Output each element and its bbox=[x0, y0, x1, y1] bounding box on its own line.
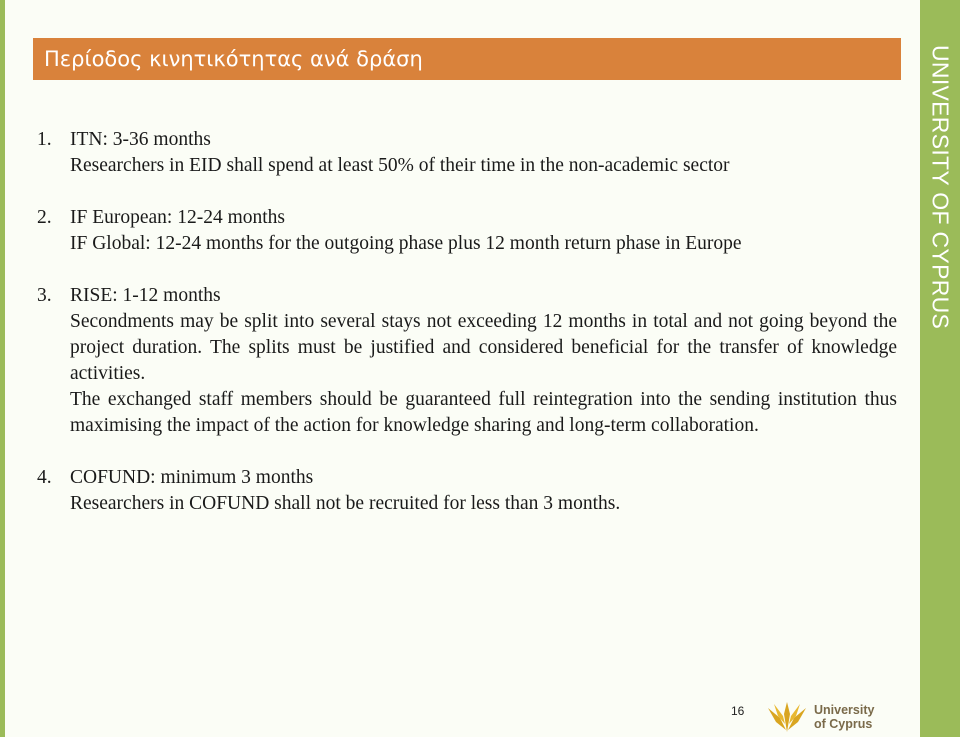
list-item-heading: IF European: 12-24 months bbox=[70, 207, 286, 228]
left-accent-bar bbox=[0, 0, 5, 737]
list-item-number: 1. bbox=[37, 129, 52, 150]
list-item-text: Secondments may be split into several stays not exceeding 12 months in total and not going beyond the project duration. The splits must be justified and considered beneficial for the transfer of knowledge activities. bbox=[70, 311, 897, 384]
logo-line-2: of Cyprus bbox=[814, 717, 873, 731]
list-item-number: 4. bbox=[37, 467, 52, 488]
list-item-heading: ITN: 3-36 months bbox=[70, 129, 211, 150]
list-item bbox=[37, 127, 897, 179]
list-item bbox=[37, 205, 897, 257]
list-item-number: 2. bbox=[37, 207, 52, 228]
list-item-text: Researchers in COFUND shall not be recruited for less than 3 months. bbox=[70, 493, 621, 514]
list-item-text: Researchers in EID shall spend at least 50% of their time in the non-academic sector bbox=[70, 155, 730, 176]
side-university-label: UNIVERSITY OF CYPRUS bbox=[927, 45, 954, 330]
university-logo bbox=[766, 700, 874, 734]
slide-title: Περίοδος κινητικότητας ανά δράση bbox=[44, 47, 423, 71]
list-item-text: IF Global: 12-24 months for the outgoing phase plus 12 month return phase in Europe bbox=[70, 233, 742, 254]
list-item-heading: RISE: 1-12 months bbox=[70, 285, 221, 306]
page-number: 16 bbox=[731, 704, 745, 718]
list-item-number: 3. bbox=[37, 285, 52, 306]
list-item bbox=[37, 283, 897, 439]
slide-title-bar bbox=[33, 38, 901, 80]
list-item bbox=[37, 465, 897, 517]
cypress-tree-logo-icon bbox=[766, 700, 808, 734]
list-item-text: The exchanged staff members should be guaranteed full reintegration into the sending institution thus maximising the impact of the action for knowledge sharing and long-term collaboration. bbox=[70, 389, 897, 436]
list-item-heading: COFUND: minimum 3 months bbox=[70, 467, 314, 488]
logo-line-1: University bbox=[814, 703, 875, 717]
logo-wordmark bbox=[814, 703, 874, 731]
slide-content bbox=[37, 127, 897, 543]
